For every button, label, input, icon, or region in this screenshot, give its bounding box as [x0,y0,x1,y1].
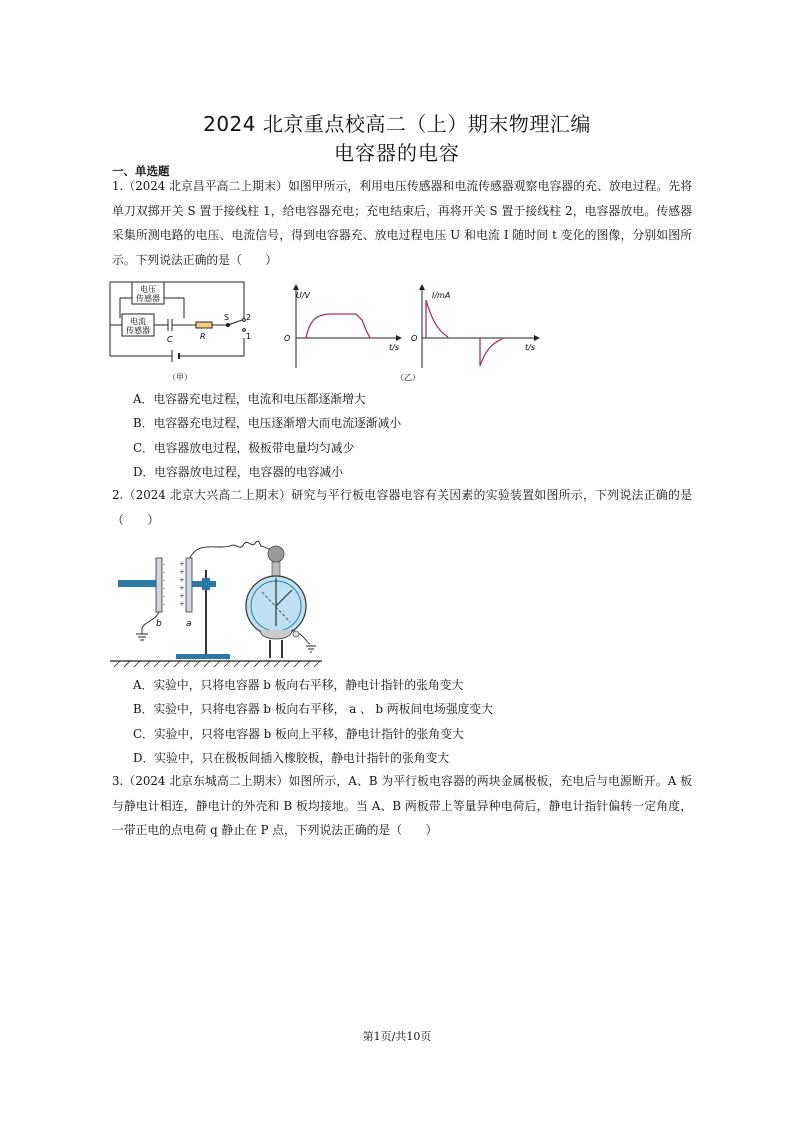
q1-option-b: B．电容器充电过程，电压逐渐增大而电流逐渐减小 [133,416,402,430]
svg-text:+: + [179,592,185,600]
capacitor-label: C [167,335,173,344]
voltage-sensor-label-2: 传感器 [136,294,160,303]
doc-title: 2024 北京重点校高二（上）期末物理汇编 [203,112,591,136]
svg-text:-: - [163,561,166,568]
svg-text:+: + [179,600,185,608]
terminal-1-label: 1 [246,332,252,341]
q1-figure [100,268,550,388]
q2-figure [110,530,330,670]
figure-jia-label: （甲） [168,373,192,382]
q2-option-b: B．实验中，只将电容器 b 板向右平移， a 、 b 两板间电场强度变大 [133,702,494,716]
q2-option-d: D．实验中，只在极板间插入橡胶板，静电计指针的张角变大 [133,751,450,765]
plate-b-label: b [156,619,162,629]
q1-option-c: C．电容器放电过程，极板带电量均匀减少 [133,441,355,455]
svg-text:+: + [179,584,185,592]
svg-text:-: - [163,585,166,592]
svg-text:-: - [163,601,166,608]
plate-a-label: a [186,619,192,629]
question-1-text: 1.（2024 北京昌平高二上期末）如图甲所示，利用电压传感器和电流传感器观察电容器的充、放电过程。先将单刀双掷开关 S 置于接线柱 1，给电容器充电；充电结束后，再将开关 S 置于接线柱 2，电容器放电。传感器采集所测电路的电压、电流信号，得到电容器充、放电过程电压 U 和电流 I 随时间 t 变化的图像，分别如图所示。下列说法正确的是（ ） [112,179,692,267]
svg-text:-: - [163,577,166,584]
u-axis-label: U/V [296,291,311,300]
terminal-2-label: 2 [246,313,252,322]
figure-yi-label: （乙） [396,373,420,382]
q1-option-a: A．电容器充电过程，电流和电压都逐渐增大 [133,392,366,406]
question-2-text: 2.（2024 北京大兴高二上期末）研究与平行板电容器电容有关因素的实验装置如图所示，下列说法正确的是（ ） [112,488,692,527]
svg-text:-: - [163,593,166,600]
resistor-label: R [200,332,206,341]
switch-label: S [224,313,230,322]
svg-text:+: + [179,560,185,568]
current-sensor-label-2: 传感器 [126,326,150,335]
q2-option-c: C．实验中，只将电容器 b 板向上平移，静电计指针的张角变大 [133,727,464,741]
q2-option-a: A．实验中，只将电容器 b 板向右平移，静电计指针的张角变大 [133,678,464,692]
t-axis-label-1: t/s [389,343,399,352]
section-heading: 一、单选题 [112,164,170,178]
svg-text:+: + [179,576,185,584]
page-footer: 第1页/共10页 [362,1030,432,1043]
voltage-sensor-label-1: 电压 [140,285,156,294]
current-sensor-label-1: 电流 [130,317,146,326]
i-axis-label: I/mA [432,291,451,300]
question-3-text: 3.（2024 北京东城高二上期末）如图所示，A、B 为平行板电容器的两块金属极板，充电后与电源断开。A 板与静电计相连，静电计的外壳和 B 板均接地。当 A、B 两板带上等量异种电荷后，静电计指针偏转一定角度，一带正电的点电荷 q 静止在 P 点，下列说法正确的是（ ） [112,774,692,838]
q1-option-d: D．电容器放电过程，电容器的电容减小 [133,465,344,479]
svg-text:-: - [163,569,166,576]
origin-label-2: O [411,334,418,343]
doc-subtitle: 电容器的电容 [334,141,460,165]
t-axis-label-2: t/s [525,343,535,352]
svg-text:+: + [179,568,185,576]
origin-label-1: O [284,334,291,343]
